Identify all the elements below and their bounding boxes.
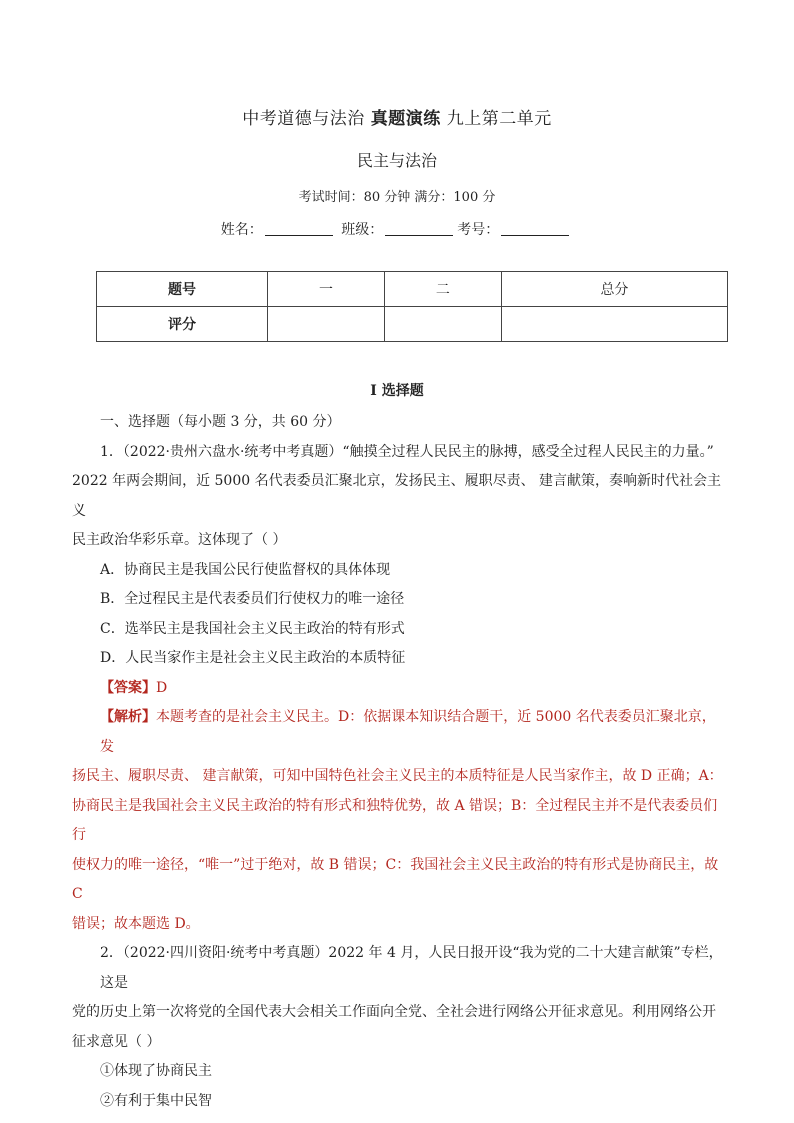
title-prefix: 中考道德与法治: [242, 109, 365, 129]
q1-stem-line: 民主政治华彩乐章。这体现了（ ）: [72, 532, 287, 548]
q2-item-2: ②有利于集中民智: [100, 1092, 212, 1109]
q2-stem-line: 征求意见（ ）: [72, 1033, 161, 1050]
name-blank[interactable]: [265, 221, 333, 236]
score-cell-empty[interactable]: [268, 307, 385, 342]
question-content: [72, 408, 724, 1116]
class-label: 班级：: [341, 222, 384, 238]
q1-stem-line: 1．（2022·贵州六盘水·统考中考真题）“触摸全过程人民民主的脉搏，感受全过程人民民主的力量。”: [100, 443, 714, 460]
score-cell-empty[interactable]: [501, 307, 727, 342]
answer-label: 【答案】: [100, 679, 156, 696]
q1-analysis-line: 扬民主、履职尽责、 建言献策，可知中国特色社会主义民主的本质特征是人民当家作主，故 D 正确；A：: [72, 768, 723, 784]
score-table: [96, 271, 728, 342]
document-subtitle: 民主与法治: [356, 151, 437, 170]
q1-option-d: D．人民当家作主是社会主义民主政治的本质特征: [100, 650, 406, 666]
score-table-header-row: [97, 272, 728, 307]
answer-value: D: [156, 679, 168, 696]
analysis-label: 【解析】: [100, 709, 156, 725]
score-cell-empty[interactable]: [384, 307, 501, 342]
score-cell-part-2: 二: [384, 272, 501, 307]
document-title: [0, 104, 794, 129]
exam-no-label: 考号：: [457, 222, 500, 238]
q1-analysis-line: 使权力的唯一途径，“唯一”过于绝对，故 B 错误；C：我国社会主义民主政治的特有形式是协商民主，故 C: [72, 856, 719, 902]
q1-stem-line: 2022 年两会期间，近 5000 名代表委员汇聚北京，发扬民主、履职尽责、 建言献策，奏响新时代社会主义: [72, 473, 722, 519]
score-cell-label: 评分: [97, 307, 268, 342]
student-info-fields: [0, 219, 794, 239]
part-heading: 一、选择题（每小题 3 分，共 60 分）: [100, 414, 341, 430]
title-bold: 真题演练: [370, 109, 441, 129]
class-blank[interactable]: [385, 221, 453, 236]
title-suffix: 九上第二单元: [446, 109, 552, 129]
analysis-text: 本题考查的是社会主义民主。D：依据课本知识结合题干，近 5000 名代表委员汇聚北京，发: [100, 709, 716, 755]
exam-meta: 考试时间：80 分钟 满分：100 分: [298, 190, 496, 205]
score-cell-total: 总分: [501, 272, 727, 307]
q1-option-b: B．全过程民主是代表委员们行使权力的唯一途径: [100, 591, 405, 607]
q1-analysis-line: 错误；故本题选 D。: [72, 915, 200, 932]
name-label: 姓名：: [220, 222, 263, 238]
section-title: I 选择题: [370, 383, 424, 399]
score-table-score-row: [97, 307, 728, 342]
q1-analysis-line: [72, 703, 724, 762]
q1-answer: [72, 674, 724, 704]
exam-no-blank[interactable]: [501, 221, 569, 236]
score-cell-question-no: 题号: [97, 272, 268, 307]
q2-stem-line: 2．（2022·四川资阳·统考中考真题）2022 年 4 月，人民日报开设“我为党的二十大建言献策”专栏，这是: [100, 945, 723, 991]
q1-analysis-line: 协商民主是我国社会主义民主政治的特有形式和独特优势，故 A 错误；B：全过程民主并不是代表委员们行: [72, 797, 718, 843]
q1-option-c: C．选举民主是我国社会主义民主政治的特有形式: [100, 620, 405, 637]
score-cell-part-1: 一: [268, 272, 385, 307]
q2-item-1: ①体现了协商民主: [100, 1063, 212, 1079]
q2-stem-line: 党的历史上第一次将党的全国代表大会相关工作面向全党、全社会进行网络公开征求意见。利用网络公开: [72, 1004, 716, 1020]
q1-option-a: A．协商民主是我国公民行使监督权的具体体现: [100, 561, 391, 578]
